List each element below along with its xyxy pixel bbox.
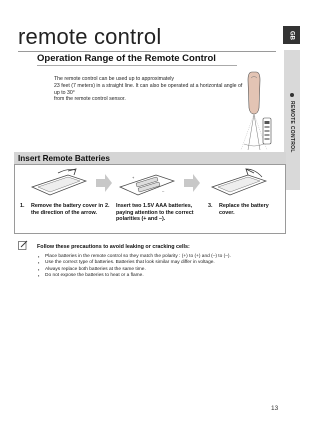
insert-batteries-heading: Insert Remote Batteries <box>18 154 110 163</box>
precaution-item: ▪ Use the correct type of batteries. Batteries that look similar may differ in voltage. <box>37 260 287 266</box>
bullet-dot-icon <box>290 93 294 97</box>
heading-divider <box>37 65 237 66</box>
section-side-label: REMOTE CONTROL <box>289 101 295 153</box>
step-text: Replace the battery cover. <box>219 203 269 216</box>
precautions-heading: Follow these precautions to avoid leaking or cracking cells: <box>37 244 190 250</box>
title-divider <box>18 51 276 52</box>
insert-batteries-illustration <box>116 167 178 200</box>
operation-range-line: from the remote control sensor. <box>54 96 126 102</box>
operation-range-line: 23 feet (7 meters) in a straight line. It can also be operated at a horizontal angle of up to 30° <box>54 83 243 96</box>
section-side-tab <box>284 50 300 190</box>
precautions-list <box>37 254 287 280</box>
language-tab: GB <box>283 26 300 44</box>
step-number: 2. <box>105 203 110 209</box>
precaution-item: ▪ Always replace both batteries at the same time. <box>37 267 287 273</box>
remote-range-illustration <box>232 66 284 154</box>
next-step-arrow-icon <box>183 172 201 194</box>
svg-text:–: – <box>162 188 165 193</box>
remove-cover-illustration <box>28 167 90 200</box>
replace-cover-illustration <box>208 167 270 200</box>
step-text: Insert two 1.5V AAA batteries, paying attention to the correct polarities (+ and –). <box>116 203 194 223</box>
page-number: 13 <box>271 405 279 412</box>
step-number: 1. <box>20 203 25 209</box>
operation-range-line: The remote control can be used up to approximately <box>54 76 174 82</box>
note-pencil-icon <box>18 240 28 250</box>
precaution-item: ▪ Do not expose the batteries to heat or a flame. <box>37 273 287 279</box>
step-text: Remove the battery cover in the direction of the arrow. <box>31 203 104 216</box>
page-title: remote control <box>18 24 162 49</box>
step-number: 3. <box>208 203 213 209</box>
svg-text:+: + <box>132 175 135 180</box>
operation-range-heading: Operation Range of the Remote Control <box>37 53 216 64</box>
next-step-arrow-icon <box>95 172 113 194</box>
precaution-item: ▪ Place batteries in the remote control so they match the polarity : (+) to (+) and (–) to (–). <box>37 254 287 260</box>
